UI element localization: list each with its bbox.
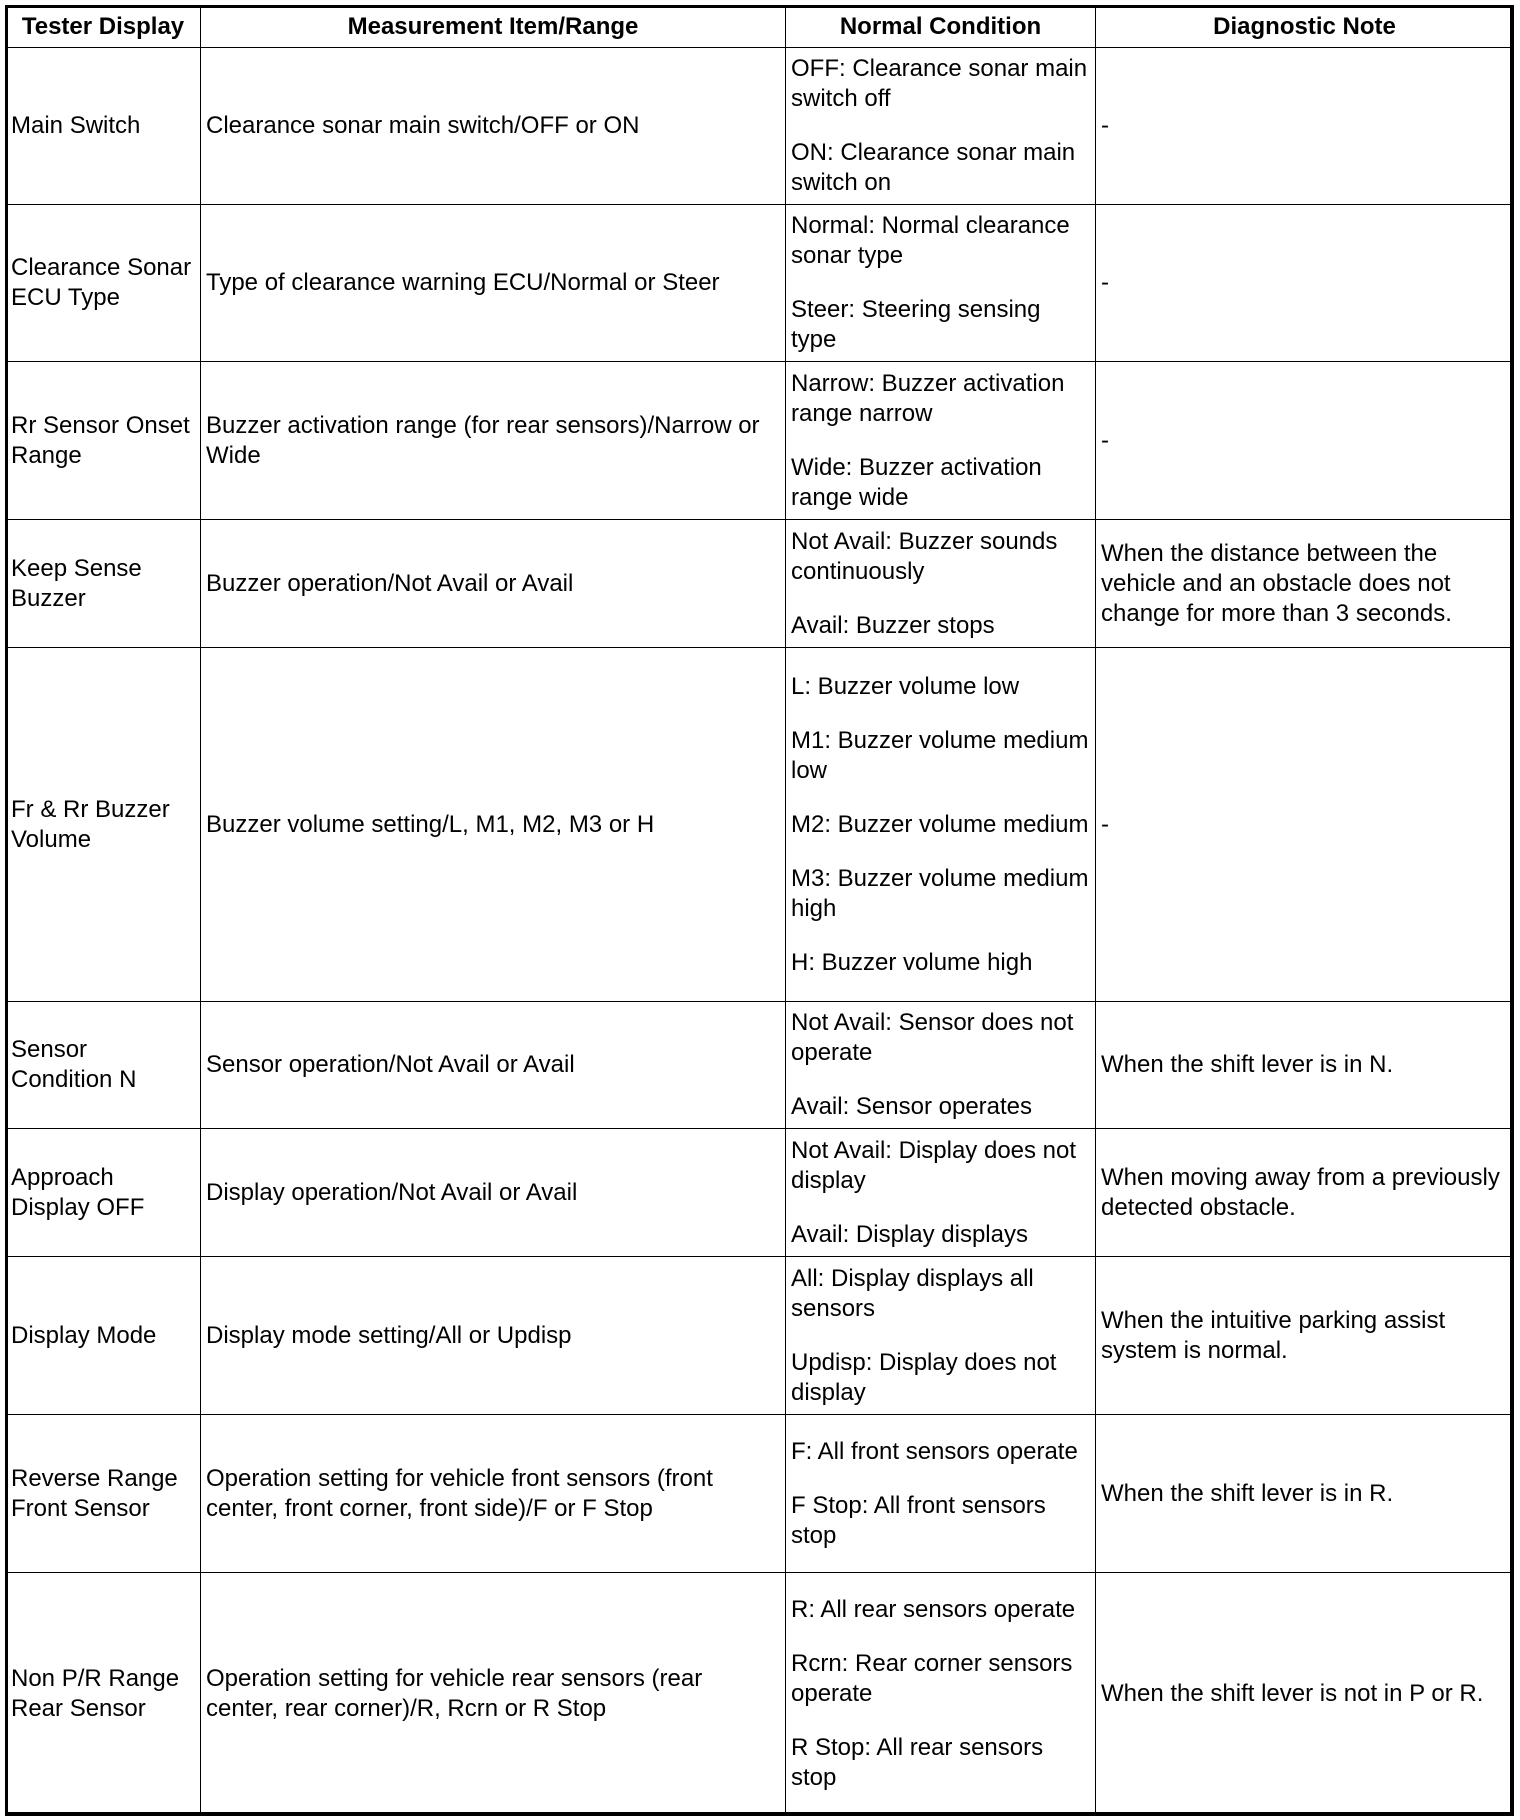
condition-line: M1: Buzzer volume medium low [791,726,1089,784]
condition-line: Steer: Steering sensing type [791,296,1041,353]
condition-line: Avail: Sensor operates [791,1093,1033,1120]
cell-tester-display: Non P/R Range Rear Sensor [6,1573,201,1816]
cell-diagnostic-note: When the distance between the vehicle and an obstacle does not change for more than 3 seconds. [1096,520,1514,648]
condition-line: Updisp: Display does not display [791,1348,1057,1406]
cell-measurement: Sensor operation/Not Avail or Avail [201,1002,786,1129]
cell-measurement: Operation setting for vehicle rear sensors (rear center, rear corner)/R, Rcrn or R Stop [201,1573,786,1816]
cell-normal-condition [786,1257,1096,1415]
table-row [6,648,1514,1002]
cell-diagnostic-note: When moving away from a previously detected obstacle. [1096,1129,1514,1257]
header-row [6,6,1514,48]
condition-line: Narrow: Buzzer activation range narrow [791,369,1065,427]
cell-normal-condition [786,205,1096,362]
cell-normal-condition [786,1002,1096,1129]
condition-line: M2: Buzzer volume medium [791,810,1089,838]
cell-diagnostic-note: When the intuitive parking assist system is normal. [1096,1257,1514,1415]
condition-line: Not Avail: Buzzer sounds continuously [791,527,1058,585]
cell-diagnostic-note: When the shift lever is in R. [1096,1415,1514,1573]
cell-measurement: Buzzer activation range (for rear sensors)/Narrow or Wide [201,362,786,520]
cell-measurement: Clearance sonar main switch/OFF or ON [201,48,786,205]
table-row [6,1257,1514,1415]
cell-normal-condition [786,1415,1096,1573]
condition-line: Avail: Display displays [791,1220,1028,1248]
cell-measurement: Display operation/Not Avail or Avail [201,1129,786,1257]
cell-normal-condition [786,520,1096,648]
condition-line: H: Buzzer volume high [791,948,1033,976]
condition-line: F: All front sensors operate [791,1437,1078,1465]
condition-line: Not Avail: Sensor does not operate [791,1009,1074,1066]
cell-measurement: Type of clearance warning ECU/Normal or Steer [201,205,786,362]
cell-tester-display: Keep Sense Buzzer [6,520,201,648]
cell-tester-display: Rr Sensor Onset Range [6,362,201,520]
table-row [6,48,1514,205]
cell-measurement: Buzzer volume setting/L, M1, M2, M3 or H [201,648,786,1002]
cell-tester-display: Sensor Condition N [6,1002,201,1129]
condition-line: R Stop: All rear sensors stop [791,1734,1044,1791]
cell-normal-condition [786,648,1096,1002]
cell-tester-display: Approach Display OFF [6,1129,201,1257]
cell-normal-condition [786,48,1096,205]
condition-line: Rcrn: Rear corner sensors operate [791,1650,1073,1707]
cell-tester-display: Reverse Range Front Sensor [6,1415,201,1573]
cell-diagnostic-note: - [1096,362,1514,520]
cell-diagnostic-note: - [1096,205,1514,362]
condition-line: Wide: Buzzer activation range wide [791,453,1042,511]
table-row [6,1415,1514,1573]
condition-line: Avail: Buzzer stops [791,611,995,639]
cell-diagnostic-note: When the shift lever is not in P or R. [1096,1573,1514,1816]
cell-tester-display: Clearance Sonar ECU Type [6,205,201,362]
condition-line: L: Buzzer volume low [791,672,1020,700]
cell-normal-condition [786,1573,1096,1816]
condition-line: R: All rear sensors operate [791,1596,1076,1623]
condition-line: All: Display displays all sensors [791,1264,1034,1322]
cell-normal-condition [786,362,1096,520]
cell-tester-display: Fr & Rr Buzzer Volume [6,648,201,1002]
cell-tester-display: Display Mode [6,1257,201,1415]
table-row [6,1002,1514,1129]
cell-diagnostic-note: - [1096,48,1514,205]
header-measurement: Measurement Item/Range [201,6,786,48]
table-row [6,1129,1514,1257]
table-row [6,520,1514,648]
header-tester-display: Tester Display [6,6,201,48]
cell-diagnostic-note: - [1096,648,1514,1002]
condition-line: M3: Buzzer volume medium high [791,864,1089,922]
condition-line: OFF: Clearance sonar main switch off [791,55,1088,112]
cell-measurement: Buzzer operation/Not Avail or Avail [201,520,786,648]
condition-line: Normal: Normal clearance sonar type [791,212,1070,269]
cell-tester-display: Main Switch [6,48,201,205]
cell-measurement: Operation setting for vehicle front sensors (front center, front corner, front side)/F or F Stop [201,1415,786,1573]
cell-diagnostic-note: When the shift lever is in N. [1096,1002,1514,1129]
header-diagnostic-note: Diagnostic Note [1096,6,1514,48]
table-body [6,48,1514,1816]
table-row [6,1573,1514,1816]
table-row [6,205,1514,362]
condition-line: F Stop: All front sensors stop [791,1491,1046,1549]
cell-normal-condition [786,1129,1096,1257]
header-normal-condition: Normal Condition [786,6,1096,48]
condition-line: Not Avail: Display does not display [791,1136,1077,1194]
data-list-table [5,5,1514,1816]
table-row [6,362,1514,520]
condition-line: ON: Clearance sonar main switch on [791,139,1076,196]
cell-measurement: Display mode setting/All or Updisp [201,1257,786,1415]
